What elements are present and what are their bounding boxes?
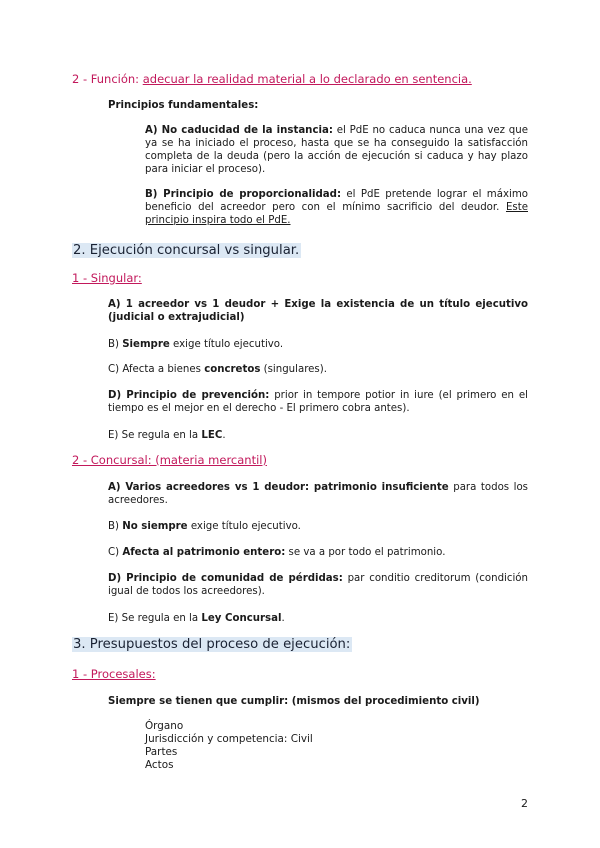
singular-c xyxy=(108,363,327,376)
concursal-e-text: . xyxy=(281,613,285,624)
principle-b-text: el PdE pretende lograr el máximo beneficio del acreedor pero con el mínimo sacrificio del deudor. xyxy=(145,189,528,213)
funcion-heading-prefix: 2 - Función: xyxy=(72,72,143,86)
concursal-a-text: para todos los acreedores. xyxy=(108,482,528,506)
concursal-b-text: exige título ejecutivo. xyxy=(187,521,301,532)
singular-e-bold: LEC xyxy=(201,430,223,441)
funcion-heading xyxy=(72,72,472,87)
concursal-d-text: par conditio creditorum (condición igual de todos los acreedores). xyxy=(108,573,528,597)
concursal-subtitle: 2 - Concursal: (materia mercantil) xyxy=(72,453,267,467)
singular-a-text: A) 1 acreedor vs 1 deudor + Exige la existencia de un título ejecutivo (judicial o extrajudicial) xyxy=(108,299,528,323)
principle-b xyxy=(145,188,528,227)
concursal-b xyxy=(108,520,301,533)
singular-e-text: . xyxy=(222,430,226,441)
singular-subtitle: 1 - Singular: xyxy=(72,271,142,285)
concursal-c xyxy=(108,546,445,559)
list-item: Partes xyxy=(145,746,178,758)
principle-b-underline: Este principio inspira todo el PdE. xyxy=(145,202,528,226)
procesales-intro-text: Siempre se tienen que cumplir: (mismos del procedimiento civil) xyxy=(108,696,480,707)
funcion-heading-rest: adecuar la realidad material a lo declarado en sentencia. xyxy=(142,72,472,86)
procesales-subtitle: 1 - Procesales: xyxy=(72,667,156,681)
concursal-c-text: se va a por todo el patrimonio. xyxy=(285,547,446,558)
singular-b xyxy=(108,338,283,351)
singular-d-text: prior in tempore potior in iure (el primero en el tiempo es el mejor en el derecho - El primero cobra antes). xyxy=(108,390,528,414)
singular-d-bold: D) Principio de prevención: xyxy=(108,390,270,401)
principle-b-title: B) Principio de proporcionalidad: xyxy=(145,189,342,200)
page-number: 2 xyxy=(521,797,528,810)
procesales-intro xyxy=(108,695,480,708)
section-3-title xyxy=(72,635,352,654)
concursal-a xyxy=(108,481,528,507)
singular-c-text: (singulares). xyxy=(260,364,327,375)
section-2-title-text: 2. Ejecución concursal vs singular. xyxy=(73,243,300,258)
concursal-e-bold: Ley Concursal xyxy=(201,613,282,624)
concursal-a-bold: A) Varios acreedores vs 1 deudor: patrimonio insuficiente xyxy=(108,482,449,493)
section-2-title xyxy=(72,241,301,260)
list-item: Actos xyxy=(145,759,174,771)
principle-a-title: A) No caducidad de la instancia: xyxy=(145,125,333,136)
singular-e-pre: E) Se regula en la xyxy=(108,430,202,441)
singular-e xyxy=(108,429,226,442)
concursal-d-bold: D) Principio de comunidad de pérdidas: xyxy=(108,573,343,584)
section-3-title-text: 3. Presupuestos del proceso de ejecución: xyxy=(73,637,351,652)
list-item: Órgano xyxy=(145,720,184,732)
concursal-e-pre: E) Se regula en la xyxy=(108,613,202,624)
principle-a-text: el PdE no caduca nunca una vez que ya se ha iniciado el proceso, hasta que se ha conseguido la satisfacción completa de la deuda (pero la acción de ejecución si caduca y hay plazo para iniciar el proceso). xyxy=(145,125,528,175)
singular-c-bold: concretos xyxy=(204,364,261,375)
singular-d xyxy=(108,389,528,415)
principle-a xyxy=(145,124,528,176)
list-item: Jurisdicción y competencia: Civil xyxy=(145,733,313,745)
concursal-b-pre: B) xyxy=(108,521,123,532)
singular-b-bold: Siempre xyxy=(122,339,170,350)
singular-b-text: exige título ejecutivo. xyxy=(169,339,284,350)
concursal-c-bold: Afecta al patrimonio entero: xyxy=(122,547,286,558)
singular-a xyxy=(108,298,528,324)
concursal-d xyxy=(108,572,528,598)
concursal-b-bold: No siempre xyxy=(122,521,188,532)
principles-label xyxy=(108,99,258,112)
procesales-list xyxy=(145,720,313,772)
singular-c-pre: C) Afecta a bienes xyxy=(108,364,205,375)
concursal-c-pre: C) xyxy=(108,547,123,558)
singular-b-pre: B) xyxy=(108,339,123,350)
concursal-e xyxy=(108,612,285,625)
principles-label-text: Principios fundamentales: xyxy=(108,100,259,111)
